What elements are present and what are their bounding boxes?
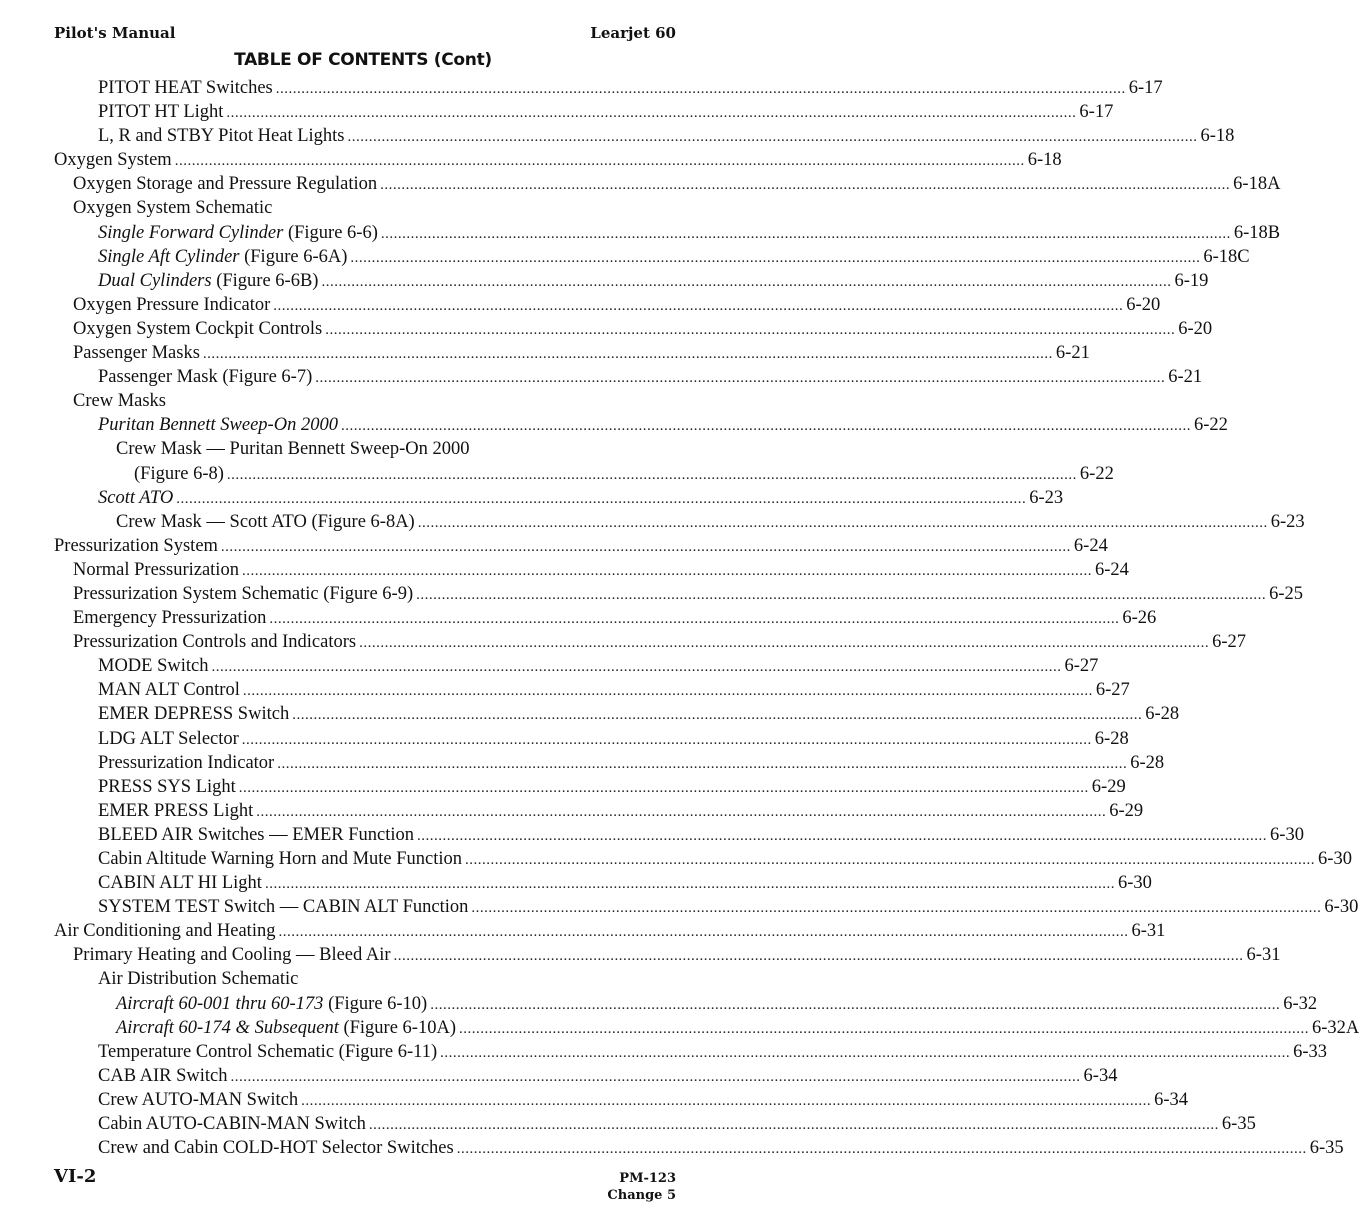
toc-entry-title: EMER PRESS Light (98, 800, 254, 821)
toc-entry (0, 1112, 1256, 1136)
toc-entry (0, 847, 1352, 871)
toc-entry-title: (Figure 6-10) (323, 993, 428, 1014)
toc-entry-row (0, 196, 676, 220)
toc-entry (0, 895, 1359, 919)
toc-entry-row (0, 992, 1318, 1017)
dot-leader: ........................................................................................................................................................................................................ (241, 731, 1092, 748)
toc-entry (0, 245, 1250, 269)
toc-entry-page: 6-18C (1203, 246, 1250, 267)
toc-entry-title: Crew Masks (73, 391, 167, 412)
toc-entry (0, 678, 1130, 702)
toc-entry-row (0, 534, 1108, 559)
dot-leader: ........................................................................................................................................................................................................ (368, 1117, 1219, 1134)
toc-entry-italic-title: Scott ATO (98, 487, 174, 508)
toc-entry-row (0, 148, 1062, 173)
toc-entry-page: 6-25 (1269, 583, 1304, 604)
toc-entry-title: Cabin Altitude Warning Horn and Mute Function (98, 849, 463, 869)
toc-entry-title: Temperature Control Schematic (Figure 6-11) (98, 1041, 438, 1062)
toc-entry-page: 6-29 (1091, 776, 1126, 797)
toc-entry-title: Crew AUTO-MAN Switch (98, 1089, 299, 1110)
toc-entry (0, 1088, 1188, 1112)
toc-entry-page: 6-27 (1095, 680, 1130, 701)
dot-leader: ........................................................................................................................................................................................................ (202, 346, 1053, 363)
toc-entry-page: 6-22 (1079, 463, 1114, 484)
toc-entry-page: 6-27 (1212, 632, 1247, 653)
toc-entry-title: BLEED AIR Switches — EMER Function (98, 824, 415, 845)
toc-entry-title: Air Conditioning and Heating (54, 921, 276, 942)
toc-entry-title: CAB AIR Switch (98, 1065, 228, 1086)
toc-entry-page: 6-20 (1126, 294, 1161, 315)
dot-leader: ........................................................................................................................................................................................................ (347, 129, 1198, 146)
toc-entry-italic-title: Single Forward Cylinder (98, 222, 284, 243)
toc-list (0, 76, 1359, 1160)
dot-leader: ........................................................................................................................................................................................................ (380, 177, 1231, 194)
toc-entry (0, 221, 1281, 245)
toc-entry-page: 6-23 (1029, 487, 1064, 508)
toc-entry (0, 124, 1235, 148)
toc-entry-row (0, 76, 1163, 101)
dot-leader: ........................................................................................................................................................................................................ (325, 321, 1176, 338)
toc-entry-title: PRESS SYS Light (98, 776, 236, 797)
toc-entry-italic-title: Aircraft 60-001 thru 60-173 (116, 993, 324, 1014)
toc-entry-row (0, 389, 676, 413)
toc-entry-page: 6-30 (1270, 824, 1304, 845)
toc-entry-row (0, 558, 1129, 583)
toc-entry-row (0, 654, 1099, 679)
toc-entry-row (0, 919, 1166, 944)
toc-entry-row (0, 630, 1247, 655)
document-number: PM-123 (619, 1171, 676, 1186)
toc-entry (0, 1040, 1328, 1064)
toc-entry-title: Pressurization Indicator (98, 752, 275, 773)
dot-leader: ........................................................................................................................................................................................................ (220, 538, 1071, 555)
dot-leader: ........................................................................................................................................................................................................ (176, 490, 1027, 507)
toc-entry-title: Oxygen System Cockpit Controls (73, 318, 323, 339)
dot-leader: ........................................................................................................................................................................................................ (275, 81, 1126, 97)
toc-entry (0, 486, 1064, 510)
toc-entry-row (0, 895, 1359, 920)
toc-entry-row (0, 124, 1235, 149)
toc-entry-page: 6-28 (1130, 752, 1165, 773)
toc-entry-page: 6-18A (1233, 174, 1281, 195)
toc-entry (0, 967, 676, 991)
header-manual-name: Pilot's Manual (54, 24, 176, 42)
toc-entry-title: Passenger Mask (Figure 6-7) (98, 367, 313, 388)
toc-entry-page: 6-30 (1318, 849, 1352, 869)
dot-leader: ........................................................................................................................................................................................................ (350, 249, 1201, 266)
dot-leader: ........................................................................................................................................................................................................ (277, 755, 1128, 772)
toc-entry-row (0, 269, 1209, 294)
toc-entry-title: Crew Mask — Puritan Bennett Sweep-On 2000 (116, 439, 470, 460)
toc-entry-page: 6-32A (1312, 1017, 1359, 1038)
toc-entry-title: Crew Mask — Scott ATO (Figure 6-8A) (116, 511, 415, 532)
dot-leader: ........................................................................................................................................................................................................ (440, 1044, 1291, 1061)
toc-entry-row (0, 172, 1281, 197)
toc-entry-row (0, 823, 1304, 848)
toc-entry (0, 510, 1305, 534)
toc-entry (0, 148, 1062, 172)
toc-entry-title: PITOT HT Light (98, 102, 224, 123)
toc-entry (0, 702, 1180, 726)
toc-entry-row (0, 582, 1304, 607)
toc-entry-row (0, 437, 676, 461)
toc-entry-italic-title: Puritan Bennett Sweep-On 2000 (98, 415, 338, 436)
toc-entry-title: EMER DEPRESS Switch (98, 704, 290, 725)
toc-entry-row (0, 1016, 1359, 1041)
toc-entry (0, 413, 1228, 437)
toc-entry (0, 1064, 1118, 1088)
dot-leader: ........................................................................................................................................................................................................ (393, 948, 1244, 965)
toc-entry (0, 871, 1152, 895)
dot-leader: ........................................................................................................................................................................................................ (471, 900, 1322, 917)
toc-entry-page: 6-30 (1117, 873, 1152, 894)
dot-leader: ........................................................................................................................................................................................................ (301, 1092, 1152, 1109)
toc-entry-page: 6-18 (1200, 126, 1235, 147)
dot-leader: ........................................................................................................................................................................................................ (456, 1141, 1307, 1158)
toc-entry-row (0, 751, 1165, 776)
toc-entry (0, 919, 1166, 943)
toc-entry (0, 365, 1203, 389)
toc-entry-page: 6-35 (1309, 1138, 1344, 1159)
dot-leader: ........................................................................................................................................................................................................ (417, 827, 1268, 844)
footer-doc-info (607, 1170, 676, 1204)
dot-leader: ........................................................................................................................................................................................................ (359, 635, 1210, 652)
toc-entry-page: 6-21 (1168, 367, 1203, 388)
toc-entry-row (0, 486, 1064, 511)
toc-entry (0, 293, 1161, 317)
toc-entry-page: 6-34 (1154, 1089, 1188, 1110)
toc-entry-italic-title: Aircraft 60-174 & Subsequent (116, 1017, 339, 1038)
toc-entry-page: 6-35 (1221, 1114, 1256, 1135)
toc-entry-page: 6-17 (1128, 78, 1163, 98)
toc-entry (0, 389, 676, 413)
toc-entry (0, 269, 1209, 293)
toc-entry-row (0, 967, 676, 991)
toc-entry-row (0, 100, 1114, 125)
toc-entry (0, 943, 1281, 967)
toc-entry-title: LDG ALT Selector (98, 728, 239, 749)
toc-entry-row (0, 1136, 1344, 1161)
toc-entry-title: Cabin AUTO-CABIN-MAN Switch (98, 1114, 366, 1135)
dot-leader: ........................................................................................................................................................................................................ (226, 466, 1077, 483)
toc-entry (0, 606, 1157, 630)
toc-entry-title: Oxygen System Schematic (73, 198, 273, 219)
toc-entry-title: Primary Heating and Cooling — Bleed Air (73, 945, 391, 966)
toc-entry (0, 799, 1144, 823)
dot-leader: ........................................................................................................................................................................................................ (417, 514, 1268, 531)
toc-entry-page: 6-24 (1073, 535, 1108, 556)
toc-entry-row (0, 317, 1213, 342)
toc-entry-page: 6-27 (1064, 656, 1099, 677)
toc-entry-row (0, 847, 1352, 872)
toc-entry-page: 6-30 (1324, 897, 1359, 918)
page-number: VI-2 (54, 1166, 97, 1187)
toc-entry-page: 6-22 (1193, 415, 1228, 436)
toc-entry-title: Oxygen Storage and Pressure Regulation (73, 174, 378, 195)
toc-entry-page: 6-18 (1027, 150, 1062, 171)
dot-leader: ........................................................................................................................................................................................................ (242, 683, 1093, 700)
toc-entry-italic-title: Single Aft Cylinder (98, 246, 240, 267)
change-number: Change 5 (607, 1188, 676, 1203)
toc-entry-row (0, 727, 1129, 752)
toc-entry-title: (Figure 6-10A) (338, 1017, 456, 1038)
toc-entry-row (0, 413, 1228, 438)
toc-entry (0, 751, 1165, 775)
toc-entry-row (0, 293, 1161, 318)
toc-entry-row (0, 943, 1281, 968)
toc-entry-page: 6-24 (1094, 559, 1129, 580)
toc-entry-row (0, 1064, 1118, 1089)
dot-leader: ........................................................................................................................................................................................................ (465, 852, 1316, 868)
dot-leader: ........................................................................................................................................................................................................ (340, 418, 1191, 435)
page-title: TABLE OF CONTENTS (Cont) (234, 50, 492, 70)
toc-entry (0, 823, 1304, 847)
toc-entry-page: 6-28 (1145, 704, 1180, 725)
toc-entry-title: CABIN ALT HI Light (98, 873, 262, 894)
dot-leader: ........................................................................................................................................................................................................ (380, 225, 1231, 242)
toc-entry-page: 6-20 (1178, 318, 1213, 339)
dot-leader: ........................................................................................................................................................................................................ (430, 996, 1281, 1013)
toc-entry-row (0, 871, 1152, 896)
toc-entry-page: 6-26 (1122, 608, 1157, 629)
toc-entry (0, 317, 1213, 341)
toc-entry (0, 172, 1281, 196)
toc-entry (0, 1136, 1344, 1160)
dot-leader: ........................................................................................................................................................................................................ (269, 611, 1120, 628)
toc-entry-row (0, 799, 1144, 824)
toc-entry-row (0, 341, 1090, 366)
toc-entry-title: (Figure 6-6) (283, 222, 378, 243)
toc-entry-title: Emergency Pressurization (73, 608, 267, 629)
toc-entry-page: 6-34 (1083, 1065, 1118, 1086)
toc-entry-page: 6-21 (1055, 343, 1090, 364)
toc-entry (0, 582, 1304, 606)
toc-entry-page: 6-17 (1079, 102, 1114, 123)
toc-entry-title: (Figure 6-6A) (239, 246, 348, 267)
dot-leader: ........................................................................................................................................................................................................ (264, 876, 1115, 893)
toc-entry-row (0, 775, 1126, 800)
dot-leader: ........................................................................................................................................................................................................ (416, 586, 1267, 603)
toc-entry-title: Oxygen System (54, 150, 172, 171)
toc-entry-title: PITOT HEAT Switches (98, 78, 273, 98)
toc-entry-row (0, 1088, 1188, 1113)
toc-entry (0, 462, 1114, 486)
toc-entry (0, 654, 1099, 678)
toc-entry-row (0, 606, 1157, 631)
header-aircraft-model: Learjet 60 (590, 24, 676, 42)
toc-entry-page: 6-19 (1174, 270, 1209, 291)
toc-entry-row (0, 245, 1250, 270)
toc-entry-title: Pressurization Controls and Indicators (73, 632, 357, 653)
dot-leader: ........................................................................................................................................................................................................ (321, 273, 1172, 290)
toc-entry (0, 558, 1129, 582)
toc-entry-title: Crew and Cabin COLD-HOT Selector Switches (98, 1138, 454, 1159)
dot-leader: ........................................................................................................................................................................................................ (273, 297, 1124, 314)
dot-leader: ........................................................................................................................................................................................................ (238, 779, 1089, 796)
toc-entry-row (0, 221, 1281, 246)
toc-entry-row (0, 1040, 1328, 1065)
dot-leader: ........................................................................................................................................................................................................ (241, 562, 1092, 579)
toc-entry (0, 1016, 1359, 1040)
toc-entry-page: 6-33 (1293, 1041, 1328, 1062)
toc-entry-page: 6-18B (1233, 222, 1281, 243)
toc-entry-title: MODE Switch (98, 656, 209, 677)
toc-entry-row (0, 365, 1203, 390)
dot-leader: ........................................................................................................................................................................................................ (174, 153, 1025, 170)
toc-entry (0, 727, 1129, 751)
toc-entry (0, 437, 676, 461)
dot-leader: ........................................................................................................................................................................................................ (459, 1020, 1309, 1037)
toc-entry-title: MAN ALT Control (98, 680, 240, 701)
toc-entry-row (0, 1112, 1256, 1137)
toc-entry-title: (Figure 6-8) (134, 463, 224, 484)
toc-entry (0, 775, 1126, 799)
toc-entry (0, 630, 1247, 654)
toc-entry (0, 196, 676, 220)
toc-entry-title: L, R and STBY Pitot Heat Lights (98, 126, 345, 147)
dot-leader: ........................................................................................................................................................................................................ (230, 1068, 1081, 1085)
dot-leader: ........................................................................................................................................................................................................ (211, 659, 1062, 676)
toc-entry-title: SYSTEM TEST Switch — CABIN ALT Function (98, 897, 469, 918)
dot-leader: ........................................................................................................................................................................................................ (278, 924, 1129, 941)
toc-entry (0, 534, 1108, 558)
toc-entry (0, 992, 1318, 1016)
toc-entry-title: Passenger Masks (73, 343, 200, 364)
toc-entry (0, 76, 1163, 100)
toc-entry-title: Pressurization System (54, 535, 218, 556)
toc-entry-page: 6-23 (1270, 511, 1305, 532)
dot-leader: ........................................................................................................................................................................................................ (292, 707, 1143, 724)
toc-entry (0, 341, 1090, 365)
toc-entry-row (0, 702, 1180, 727)
toc-entry-title: Oxygen Pressure Indicator (73, 294, 271, 315)
toc-entry-page: 6-29 (1109, 800, 1144, 821)
toc-entry-row (0, 678, 1130, 703)
toc-entry-title: Air Distribution Schematic (98, 969, 299, 990)
toc-entry-page: 6-28 (1094, 728, 1129, 749)
toc-entry-title: (Figure 6-6B) (211, 270, 319, 291)
dot-leader: ........................................................................................................................................................................................................ (315, 370, 1166, 387)
toc-entry-row (0, 510, 1305, 535)
dot-leader: ........................................................................................................................................................................................................ (256, 803, 1107, 820)
toc-entry-row (0, 462, 1114, 487)
toc-entry-page: 6-31 (1131, 921, 1166, 942)
toc-entry-title: Pressurization System Schematic (Figure 6-9) (73, 583, 414, 604)
toc-entry-title: Normal Pressurization (73, 559, 239, 580)
toc-entry-page: 6-31 (1246, 945, 1281, 966)
toc-entry-italic-title: Dual Cylinders (98, 270, 212, 291)
toc-entry-page: 6-32 (1283, 993, 1318, 1014)
toc-entry (0, 100, 1114, 124)
dot-leader: ........................................................................................................................................................................................................ (226, 105, 1077, 122)
